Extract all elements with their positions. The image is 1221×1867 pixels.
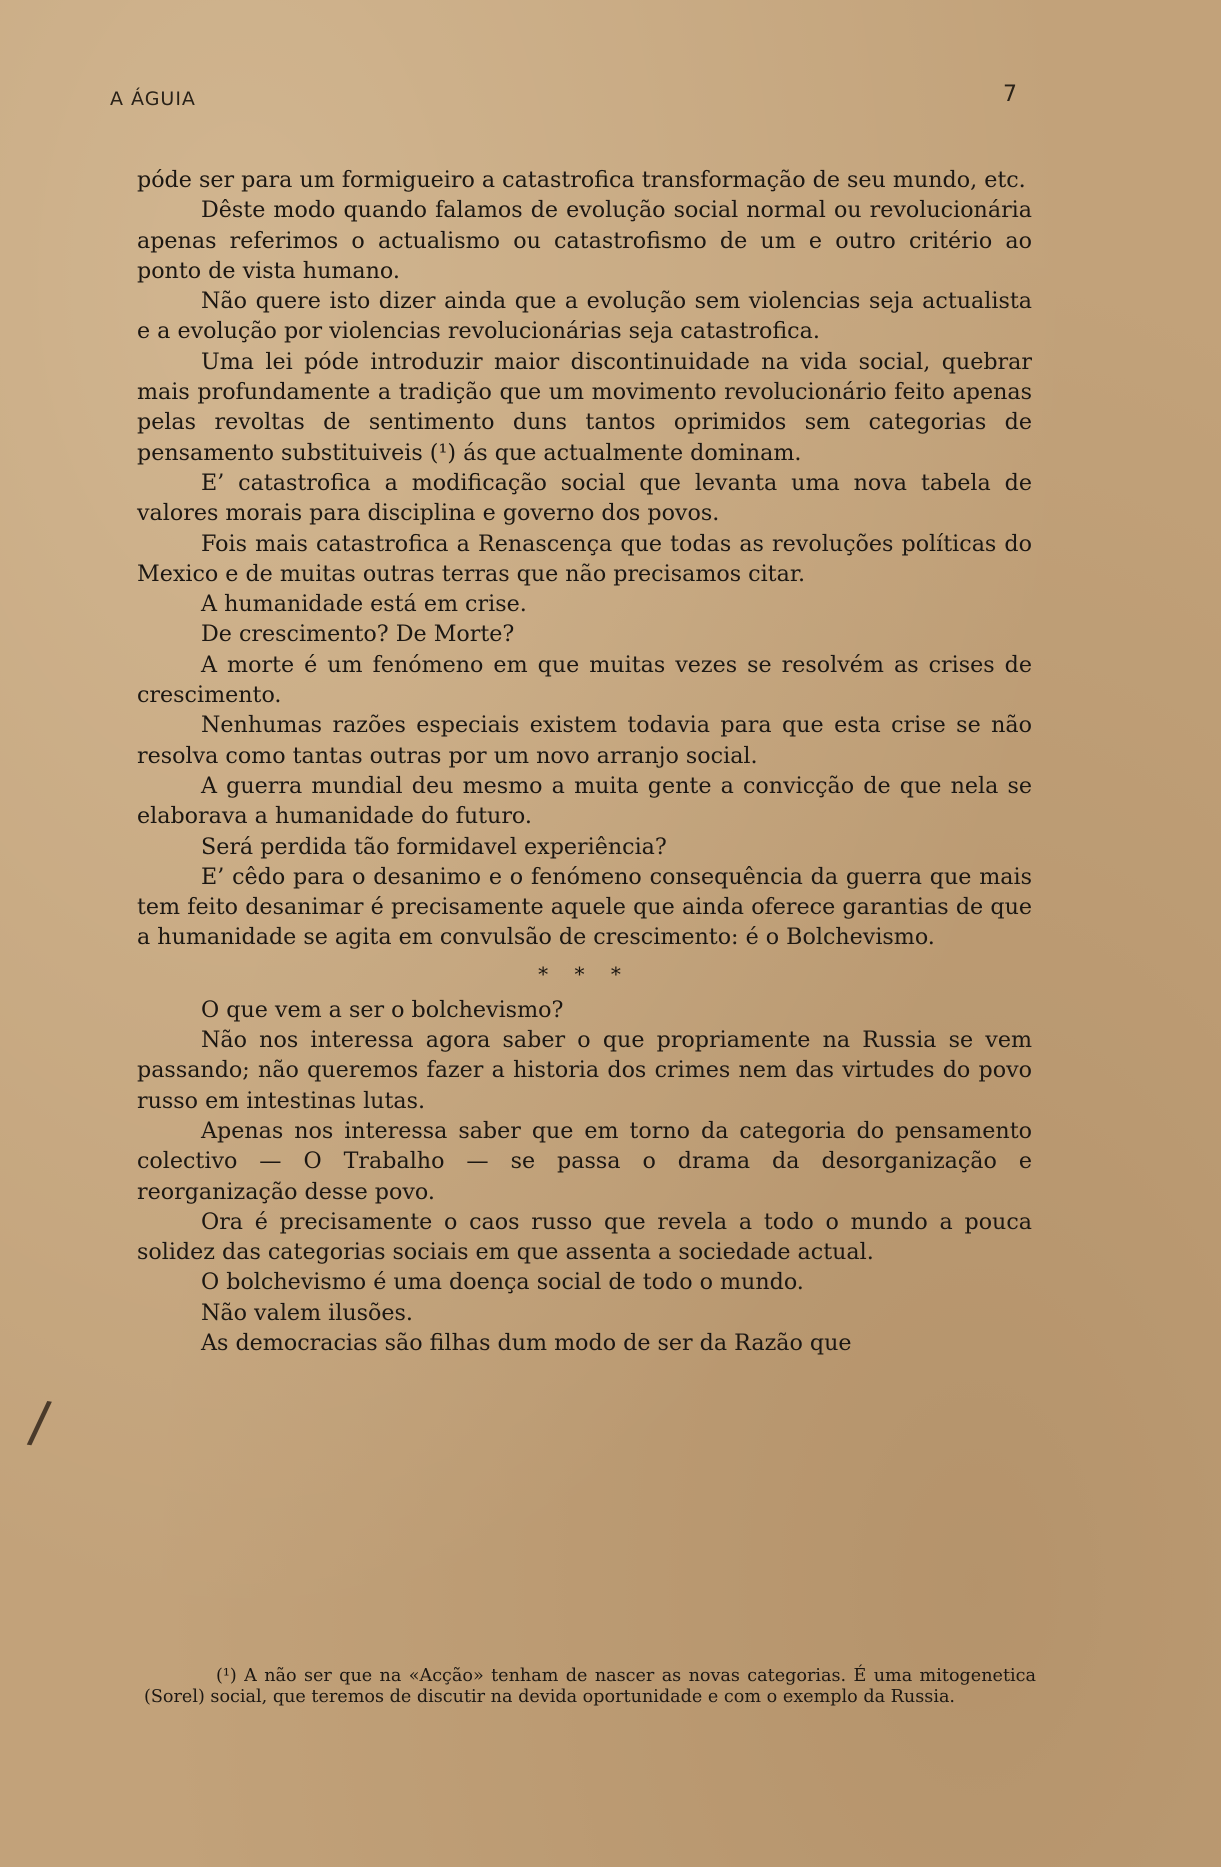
section-break: * * *: [538, 961, 631, 986]
paragraph: Será perdida tão formidavel experiência?: [201, 833, 667, 860]
paragraph: O que vem a ser o bolchevismo?: [201, 996, 564, 1023]
paragraph: E’ cêdo para o desanimo e o fenómeno consequência da guerra que mais tem feito desanimar é precisamente aquele que ainda oferece garantias de que a humanidade se agita em convulsão de crescimento: é o Bolchevismo.: [137, 863, 1032, 951]
body-text: [137, 165, 1032, 1358]
paragraph: O bolchevismo é uma doença social de todo o mundo.: [201, 1269, 804, 1296]
pencil-mark: /: [25, 1389, 54, 1456]
paragraph: De crescimento? De Morte?: [201, 621, 515, 648]
paragraph: Dêste modo quando falamos de evolução social normal ou revolucionária apenas referimos o actualismo ou catastrofismo de um e outro critério ao ponto de vista humano.: [137, 197, 1032, 284]
paragraph: Uma lei póde introduzir maior discontinuidade na vida social, quebrar mais profundamente a tradição que um movimento revolucionário feito apenas pelas revoltas de sentimento duns tantos oprimidos sem categorias de pensamento substituiveis (¹) ás que actualmente dominam.: [137, 348, 1032, 466]
paragraph: Nenhumas razões especiais existem todavia para que esta crise se não resolva como tantas outras por um novo arranjo social.: [137, 712, 1032, 769]
page-number: 7: [1003, 82, 1017, 107]
paragraph: A guerra mundial deu mesmo a muita gente a convicção de que nela se elaborava a humanidade do futuro.: [137, 772, 1032, 830]
paragraph: Não nos interessa agora saber o que propriamente na Russia se vem passando; não queremos fazer a historia dos crimes nem das virtudes do povo russo em intestinas lutas.: [137, 1027, 1032, 1114]
paragraph: póde ser para um formigueiro a catastrofica transformação de seu mundo, etc.: [137, 167, 1026, 193]
paragraph: Ora é precisamente o caos russo que revela a todo o mundo a pouca solidez das categorias sociais em que assenta a sociedade actual.: [137, 1208, 1032, 1266]
paragraph: As democracias são filhas dum modo de ser da Razão que: [201, 1329, 852, 1356]
paragraph: Não valem ilusões.: [201, 1299, 413, 1326]
footnote: (¹) A não ser que na «Acção» tenham de nascer as novas categorias. É uma mitogenetica (Sorel) social, que teremos de discutir na devida oportunidade e com o exemplo da Russia.: [144, 1666, 1036, 1707]
paragraph: Não quere isto dizer ainda que a evolução sem violencias seja actualista e a evolução por violencias revolucionárias seja catastrofica.: [137, 288, 1032, 345]
running-title: A ÁGUIA: [110, 88, 196, 110]
paragraph: Fois mais catastrofica a Renascença que todas as revoluções políticas do Mexico e de muitas outras terras que não precisamos citar.: [137, 530, 1032, 587]
paragraph: A humanidade está em crise.: [201, 591, 527, 618]
paragraph: E’ catastrofica a modificação social que levanta uma nova tabela de valores morais para disciplina e governo dos povos.: [137, 469, 1032, 527]
paragraph: Apenas nos interessa saber que em torno da categoria do pensamento colectivo — O Trabalho — se passa o drama da desorganização e reorganização desse povo.: [137, 1117, 1032, 1205]
paragraph: A morte é um fenómeno em que muitas vezes se resolvém as crises de crescimento.: [137, 651, 1032, 709]
